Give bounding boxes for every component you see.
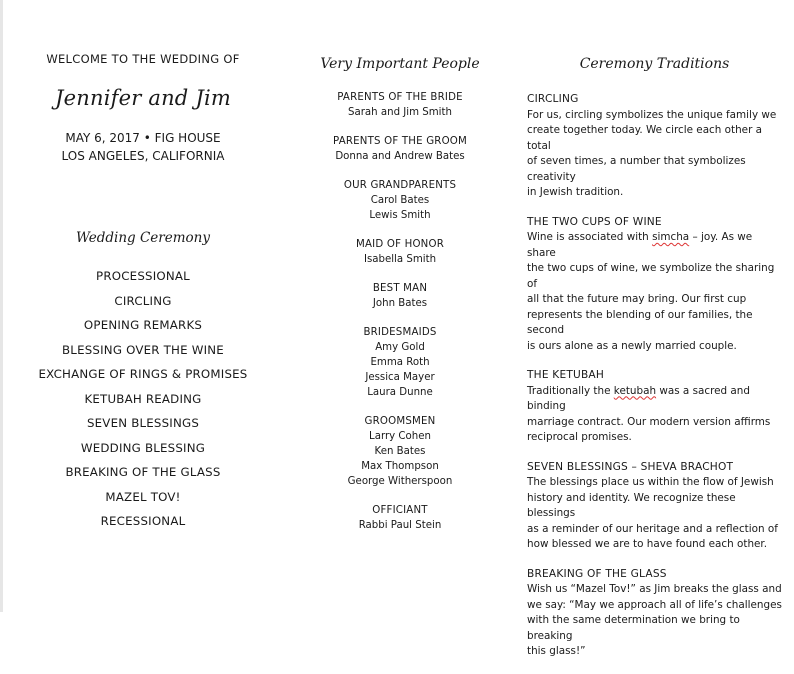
vip-name: Laura Dunne — [367, 387, 433, 398]
traditions-heading: Ceremony Traditions — [579, 56, 730, 72]
vip-name: Donna and Andrew Bates — [335, 151, 465, 162]
vip-name: Isabella Smith — [363, 254, 437, 265]
tradition-text-line: reciprocal promises. — [527, 431, 632, 443]
event-location: LOS ANGELES, CALIFORNIA — [61, 149, 225, 163]
welcome-heading: WELCOME TO THE WEDDING OF — [46, 52, 240, 66]
tradition-text-line: in Jewish tradition. — [527, 186, 624, 198]
vip-name: Carol Bates — [370, 195, 430, 206]
tradition-text-line: as a reminder of our heritage and a reflection of — [527, 522, 778, 535]
vip-group — [310, 325, 490, 400]
ceremony-item: RECESSIONAL — [100, 514, 186, 528]
ceremony-item: EXCHANGE OF RINGS & PROMISES — [38, 367, 248, 381]
vip-role: BEST MAN — [372, 283, 428, 294]
tradition-text-line: we say: “May we approach all of life’s challenges — [527, 598, 782, 611]
vip-group — [310, 237, 490, 267]
vip-role: OFFICIANT — [372, 505, 428, 516]
vip-name: Jessica Mayer — [365, 372, 435, 383]
vip-name: Emma Roth — [370, 357, 430, 368]
tradition-title: THE KETUBAH — [527, 369, 605, 381]
vip-column — [310, 0, 490, 612]
vip-list — [310, 90, 490, 547]
tradition-section — [527, 460, 782, 553]
tradition-text-line: of seven times, a number that symbolizes creativity — [527, 155, 746, 183]
vip-group — [310, 134, 490, 164]
ceremony-item: MAZEL TOV! — [105, 489, 181, 504]
tradition-title: CIRCLING — [527, 93, 579, 105]
vip-group — [310, 414, 490, 489]
event-details — [30, 129, 256, 165]
ceremony-item: KETUBAH READING — [84, 391, 202, 406]
vip-role: PARENTS OF THE GROOM — [333, 136, 467, 147]
tradition-section — [527, 368, 782, 446]
vip-name: Sarah and Jim Smith — [348, 107, 452, 118]
vip-name: Amy Gold — [375, 342, 425, 353]
vip-heading: Very Important People — [320, 56, 480, 72]
tradition-text-line: create together today. We circle each other a total — [527, 124, 763, 152]
tradition-text-line: Wish us “Mazel Tov!” as Jim breaks the glass and — [527, 583, 782, 595]
date-venue: MAY 6, 2017 • FIG HOUSE — [65, 131, 221, 145]
tradition-title: THE TWO CUPS OF WINE — [527, 215, 662, 228]
tradition-text-line: the two cups of wine, we symbolize the sharing of — [527, 262, 775, 290]
vip-name: Ken Bates — [374, 446, 426, 457]
tradition-section — [527, 567, 782, 660]
tradition-section — [527, 215, 782, 355]
tradition-text-line: marriage contract. Our modern version affirms — [527, 415, 771, 428]
tradition-title: BREAKING OF THE GLASS — [527, 567, 667, 580]
vip-group — [310, 281, 490, 311]
traditions-column — [527, 0, 782, 657]
ceremony-item: BLESSING OVER THE WINE — [62, 342, 224, 357]
tradition-text-line: Traditionally the ketubah was a sacred and binding — [527, 384, 750, 412]
tradition-title: SEVEN BLESSINGS – SHEVA BRACHOT — [527, 460, 734, 473]
vip-name: Lewis Smith — [369, 210, 431, 221]
traditions-list — [527, 92, 782, 674]
ceremony-item: SEVEN BLESSINGS — [86, 416, 200, 430]
vip-group — [310, 90, 490, 120]
ceremony-order-list — [30, 264, 256, 534]
vip-role: OUR GRANDPARENTS — [343, 180, 457, 191]
vip-name: Rabbi Paul Stein — [358, 520, 442, 531]
welcome-column — [30, 0, 256, 612]
vip-name: George Witherspoon — [347, 476, 453, 487]
vip-group — [310, 503, 490, 533]
tradition-section — [527, 92, 782, 201]
tradition-text-line: is ours alone as a newly married couple. — [527, 339, 737, 352]
tradition-text-line: how blessed we are to have found each other. — [527, 538, 768, 550]
tradition-text-line: For us, circling symbolizes the unique family we — [527, 108, 777, 121]
vip-group — [310, 178, 490, 223]
ceremony-item: OPENING REMARKS — [83, 318, 203, 332]
vip-name: John Bates — [372, 298, 428, 309]
vip-role: PARENTS OF THE BRIDE — [337, 92, 463, 103]
tradition-text-line: history and identity. We recognize these blessings — [527, 491, 736, 519]
tradition-text-line: represents the blending of our families, the second — [527, 308, 753, 336]
tradition-text-line: with the same determination we bring to breaking — [527, 614, 740, 642]
tradition-text-line: this glass!” — [527, 645, 586, 657]
vip-role: MAID OF HONOR — [356, 239, 444, 250]
ceremony-item: CIRCLING — [114, 293, 172, 308]
ceremony-item: PROCESSIONAL — [96, 269, 190, 283]
ceremony-heading: Wedding Ceremony — [75, 230, 210, 246]
vip-name: Larry Cohen — [369, 431, 431, 442]
vip-role: BRIDESMAIDS — [363, 327, 437, 338]
page-edge — [0, 0, 3, 612]
ceremony-item: WEDDING BLESSING — [80, 440, 206, 455]
vip-name: Max Thompson — [361, 461, 439, 472]
tradition-text-line: The blessings place us within the flow of Jewish — [527, 476, 774, 488]
tradition-text-line: Wine is associated with simcha – joy. As we share — [527, 231, 753, 259]
ceremony-item: BREAKING OF THE GLASS — [65, 465, 221, 479]
vip-role: GROOMSMEN — [364, 416, 436, 427]
tradition-text-line: all that the future may bring. Our first cup — [527, 293, 747, 305]
couple-names: Jennifer and Jim — [55, 86, 231, 110]
